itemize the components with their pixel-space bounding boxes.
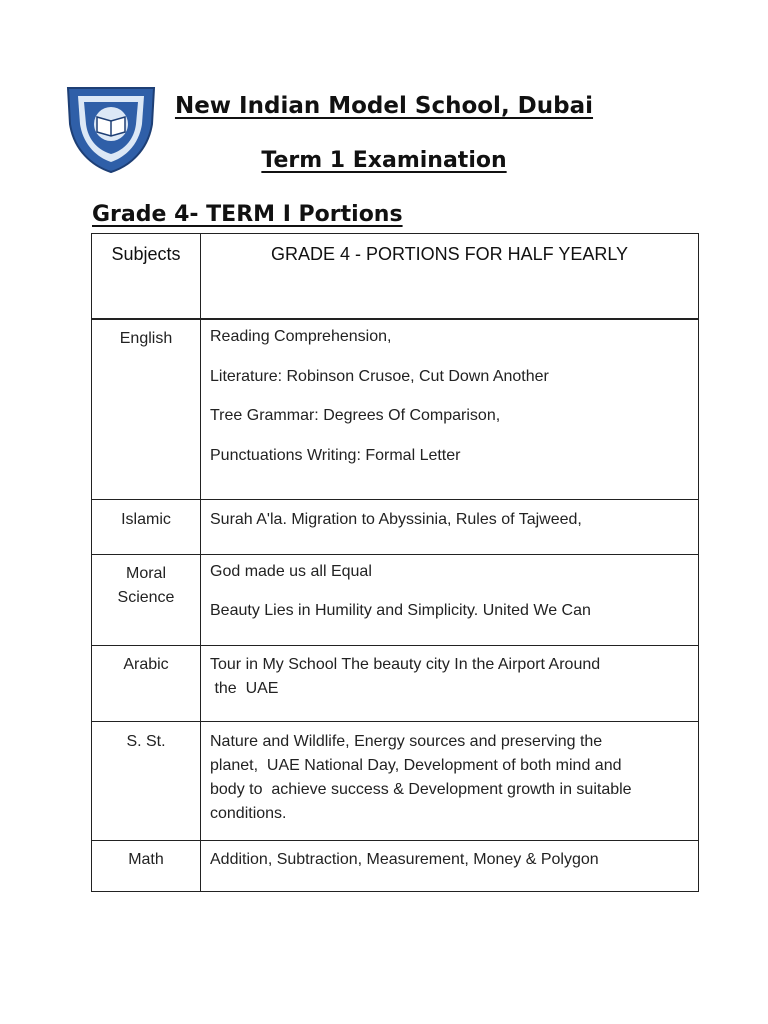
subject-line: Moral xyxy=(125,565,166,582)
portion-line: conditions. xyxy=(210,805,287,822)
table-row xyxy=(92,555,699,646)
table-row xyxy=(92,500,699,555)
portion-line: Literature: Robinson Crusoe, Cut Down Another xyxy=(210,367,549,385)
portion-cell xyxy=(201,500,699,555)
table-row xyxy=(92,722,699,841)
header-portions: GRADE 4 - PORTIONS FOR HALF YEARLY xyxy=(201,234,699,320)
portion-line: Tree Grammar: Degrees Of Comparison, xyxy=(210,407,501,424)
subject-line: Science xyxy=(117,589,175,606)
subject-cell: S. St. xyxy=(92,722,201,841)
portion-line: Tour in My School The beauty city In the Airport Around xyxy=(210,656,601,673)
header-subjects: Subjects xyxy=(92,234,201,320)
portion-line: planet, UAE National Day, Development of both mind and xyxy=(210,757,622,774)
subject-cell: English xyxy=(92,319,201,500)
portion-cell xyxy=(201,722,699,841)
portion-line: Addition, Subtraction, Measurement, Money & Polygon xyxy=(210,851,599,868)
table-header-row xyxy=(92,234,699,320)
portion-cell xyxy=(201,319,699,500)
section-title: Grade 4- TERM I Portions xyxy=(92,202,403,227)
portion-cell xyxy=(201,555,699,646)
subject-cell xyxy=(92,555,201,646)
portion-line: Beauty Lies in Humility and Simplicity. United We Can xyxy=(210,602,591,619)
school-name: New Indian Model School, Dubai xyxy=(174,93,594,119)
portion-line: Reading Comprehension, xyxy=(210,328,392,345)
portion-cell xyxy=(201,841,699,892)
table-row xyxy=(92,319,699,500)
portion-line: the UAE xyxy=(210,680,279,697)
portion-line: Nature and Wildlife, Energy sources and preserving the xyxy=(210,733,603,750)
subject-cell: Arabic xyxy=(92,646,201,722)
portion-line: body to achieve success & Development growth in suitable xyxy=(210,781,632,798)
table-row xyxy=(92,646,699,722)
portion-line: Punctuations Writing: Formal Letter xyxy=(210,446,461,464)
table-row xyxy=(92,841,699,892)
portions-table xyxy=(91,233,699,892)
portion-line: Surah A'la. Migration to Abyssinia, Rules of Tajweed, xyxy=(210,511,582,528)
portion-cell xyxy=(201,646,699,722)
subject-cell: Math xyxy=(92,841,201,892)
portion-line: God made us all Equal xyxy=(210,563,372,580)
subject-cell: Islamic xyxy=(92,500,201,555)
exam-title: Term 1 Examination xyxy=(261,148,507,173)
